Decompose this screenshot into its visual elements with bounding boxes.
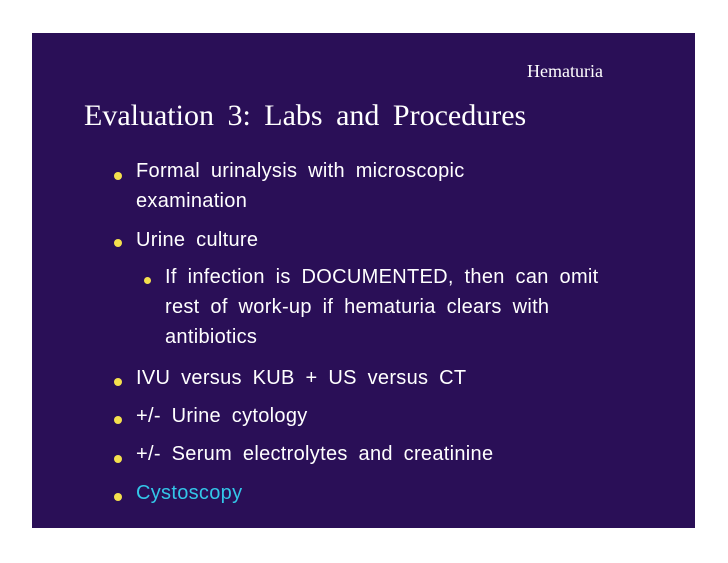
slide-title: Evaluation 3: Labs and Procedures [84, 99, 527, 132]
bullet-dot-icon [114, 493, 122, 501]
bullet-dot-icon [114, 239, 122, 247]
bullet-dot-icon [114, 416, 122, 424]
slide-header: Hematuria [527, 61, 603, 81]
bullet-item: +/- Urine cytology [136, 405, 308, 427]
bullet-list [32, 33, 695, 528]
bullet-dot-icon [114, 172, 122, 180]
bullet-item: Formal urinalysis with microscopic examination [136, 160, 465, 212]
sub-bullet-item: If infection is DOCUMENTED, then can omit rest of work-up if hematuria clears with antibiotics [165, 266, 599, 348]
bullet-dot-icon [114, 378, 122, 386]
bullet-item-highlight: Cystoscopy [136, 482, 243, 504]
slide [32, 33, 695, 528]
bullet-item: +/- Serum electrolytes and creatinine [136, 443, 494, 465]
bullet-item: IVU versus KUB + US versus CT [136, 367, 467, 389]
bullet-dot-icon [114, 455, 122, 463]
bullet-item: Urine culture [136, 229, 259, 251]
bullet-dot-icon [144, 277, 151, 284]
